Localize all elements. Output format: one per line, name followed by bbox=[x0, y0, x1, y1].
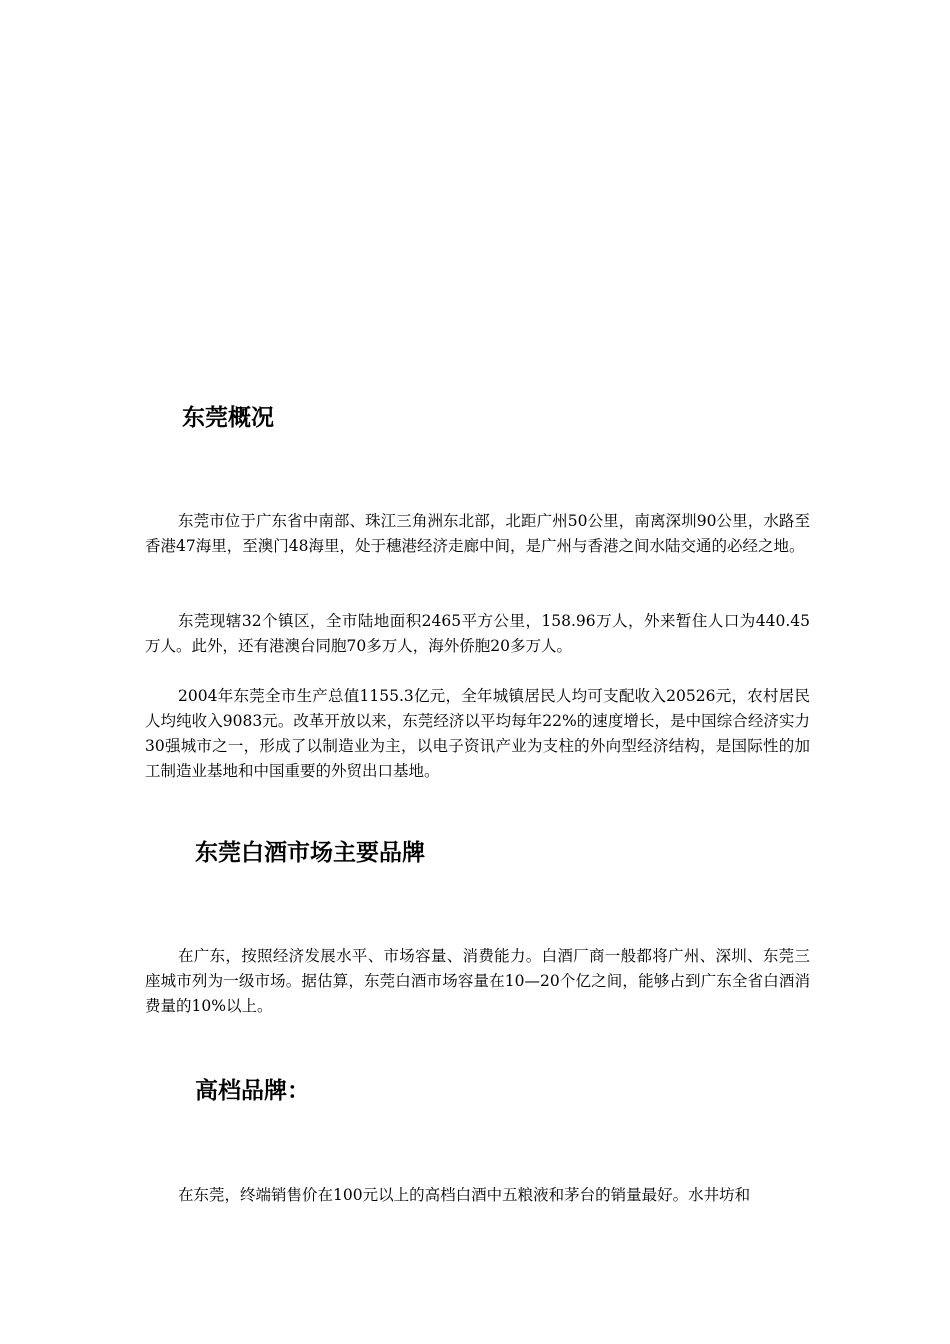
section-heading-brands: 东莞白酒市场主要品牌 bbox=[195, 840, 425, 866]
paragraph-economy: 2004年东莞全市生产总值1155.3亿元，全年城镇居民人均可支配收入20526元，农村居民人均纯收入9083元。改革开放以来，东莞经济以平均每年22%的速度增长，是中国综合经济实力30强城市之一，形成了以制造业为主，以电子资讯产业为支柱的外向型经济结构，是国际性的加工制造业基地和中国重要的外贸出口基地。 bbox=[145, 687, 810, 780]
section-heading-overview: 东莞概况 bbox=[182, 405, 274, 431]
paragraph-population: 东莞现辖32个镇区，全市陆地面积2465平方公里，158.96万人，外来暂住人口为440.45万人。此外，还有港澳台同胞70多万人，海外侨胞20多万人。 bbox=[145, 612, 810, 655]
paragraph-market-size: 在广东，按照经济发展水平、市场容量、消费能力。白酒厂商一般都将广州、深圳、东莞三座城市列为一级市场。据估算，东莞白酒市场容量在10—20个亿之间，能够占到广东全省白酒消费量的10%以上。 bbox=[145, 947, 810, 1015]
paragraph-premium-brands: 在东莞，终端销售价在100元以上的高档白酒中五粮液和茅台的销量最好。水井坊和 bbox=[178, 1186, 751, 1204]
paragraph-location: 东莞市位于广东省中南部、珠江三角洲东北部，北距广州50公里，南离深圳90公里，水路至香港47海里，至澳门48海里，处于穗港经济走廊中间，是广州与香港之间水陆交通的必经之地。 bbox=[145, 512, 810, 555]
section-heading-premium: 高档品牌： bbox=[195, 1078, 310, 1104]
